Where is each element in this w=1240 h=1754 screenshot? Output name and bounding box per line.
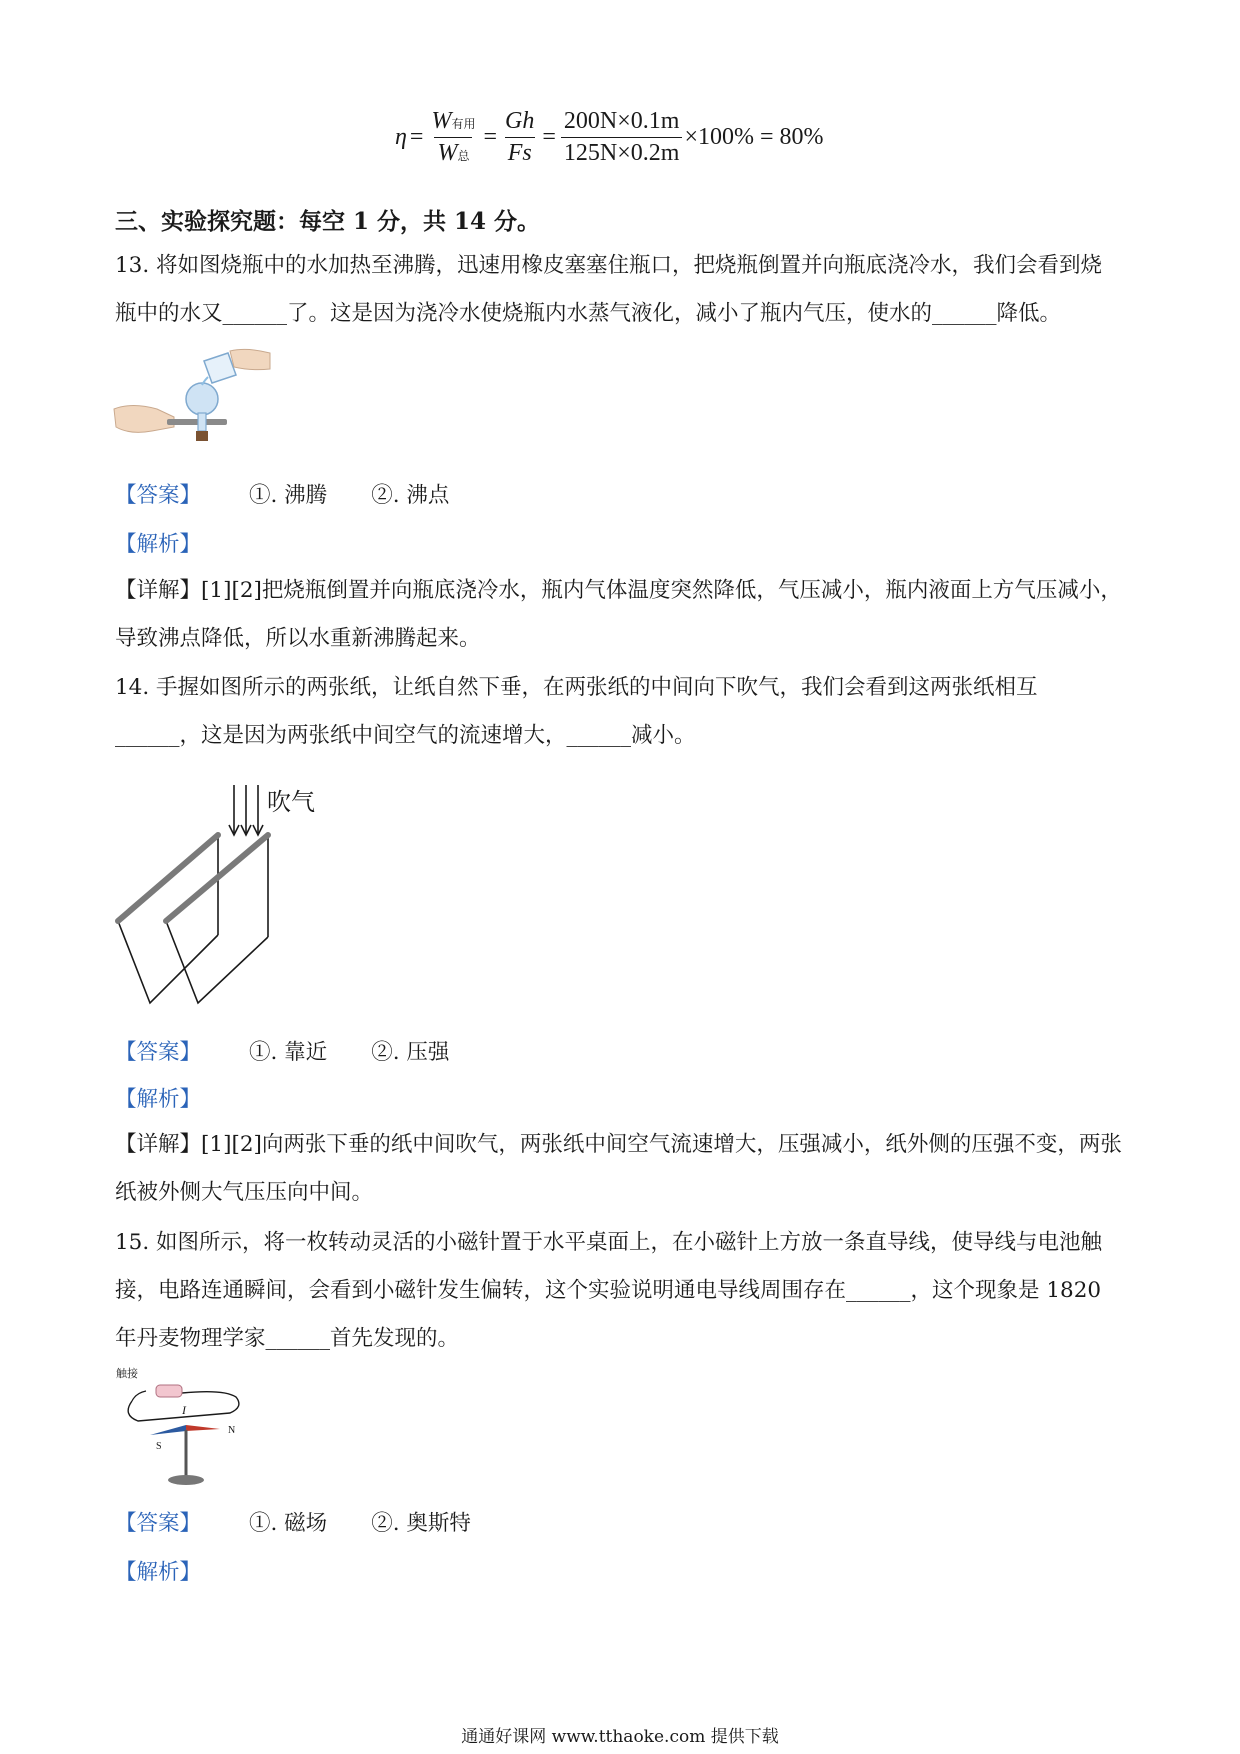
q15-line2: 接，电路连通瞬间，会看到小磁针发生偏转，这个实验说明通电导线周围存在______，这个现象是 1820 — [115, 1278, 1102, 1303]
formula-result: ×100% = 80% — [684, 124, 824, 150]
efficiency-formula — [395, 108, 824, 167]
q14-detail-line1: 【详解】[1][2]向两张下垂的纸中间吹气，两张纸中间空气流速增大，压强减小，纸外侧的压强不变，两张 — [115, 1132, 1122, 1157]
equals-sign-2: = — [483, 124, 498, 150]
hand-left — [114, 406, 174, 433]
q14-line2: ______，这是因为两张纸中间空气的流速增大，______减小。 — [115, 723, 696, 748]
q14-analysis-tag: 【解析】 — [115, 1087, 202, 1112]
q14-line1: 14. 手握如图所示的两张纸，让纸自然下垂，在两张纸的中间向下吹气，我们会看到这两张纸相互 — [115, 675, 1038, 700]
section-title: 三、实验探究题：每空 1 分，共 14 分。 — [115, 208, 541, 235]
w-useful-sub: 有用 — [451, 117, 476, 131]
q15-answer-2: ②. 奥斯特 — [371, 1511, 471, 1536]
compass-needle-north — [186, 1425, 220, 1431]
q13-answer-1: ①. 沸腾 — [249, 483, 328, 508]
q13-line1: 13. 将如图烧瓶中的水加热至沸腾，迅速用橡皮塞塞住瓶口，把烧瓶倒置并向瓶底浇冷水，我们会看到烧 — [115, 253, 1103, 278]
equals-sign-3: = — [542, 124, 556, 150]
work-fraction — [428, 108, 478, 167]
q14-answer — [115, 1035, 449, 1066]
w-total-sub: 总 — [457, 149, 470, 163]
clamp-rod — [167, 419, 227, 425]
right-rod — [166, 835, 268, 921]
q15-line1: 15. 如图所示，将一枚转动灵活的小磁针置于水平桌面上，在小磁针上方放一条直导线，使导线与电池触 — [115, 1230, 1103, 1255]
gh-fs-fraction — [502, 108, 537, 167]
q13-line2: 瓶中的水又______了。这是因为浇冷水使烧瓶内水蒸气液化，减小了瓶内气压，使水的______降低。 — [115, 301, 1062, 326]
q14-detail-line2: 纸被外侧大气压压向中间。 — [115, 1180, 374, 1205]
page-footer: 通通好课网 www.tthaoke.com 提供下载 — [461, 1727, 779, 1747]
answer-tag: 【答案】 — [115, 483, 202, 508]
stand-base — [168, 1475, 204, 1485]
current-label: I — [182, 1403, 186, 1417]
flask-bulb — [186, 383, 218, 415]
q13-flask-figure — [112, 347, 272, 452]
q15-answer — [115, 1506, 471, 1537]
answer-tag: 【答案】 — [115, 1040, 202, 1065]
fs: Fs — [505, 137, 535, 167]
n-label: N — [228, 1425, 236, 1436]
rubber-stopper — [196, 431, 208, 441]
answer-tag: 【答案】 — [115, 1511, 202, 1536]
q14-answer-2: ②. 压强 — [371, 1040, 450, 1065]
touch-label: 触接 — [116, 1367, 138, 1380]
calc-numerator: 200N×0.1m — [563, 108, 680, 134]
left-rod — [118, 835, 218, 921]
calc-denominator: 125N×0.2m — [561, 137, 683, 167]
w-useful: W — [431, 108, 452, 134]
q13-detail-line2: 导致沸点降低，所以水重新沸腾起来。 — [115, 626, 481, 651]
w-total: W — [437, 140, 458, 166]
q15-compass-figure — [112, 1363, 252, 1491]
blow-label: 吹气 — [267, 788, 315, 816]
q15-line3: 年丹麦物理学家______首先发现的。 — [115, 1326, 460, 1351]
gh: Gh — [505, 108, 535, 134]
s-label: S — [156, 1441, 162, 1452]
q13-answer-2: ②. 沸点 — [371, 483, 450, 508]
equals-sign: = — [409, 124, 424, 150]
q13-answer — [115, 478, 449, 509]
hand-right — [230, 349, 270, 369]
q14-answer-1: ①. 靠近 — [249, 1040, 328, 1065]
q15-answer-1: ①. 磁场 — [249, 1511, 328, 1536]
q13-detail-line1: 【详解】[1][2]把烧瓶倒置并向瓶底浇冷水，瓶内气体温度突然降低，气压减小，瓶内液面上方气压减小， — [115, 578, 1122, 603]
eta-symbol: η — [395, 124, 407, 150]
right-paper — [166, 835, 268, 1003]
q15-analysis-tag: 【解析】 — [115, 1560, 202, 1585]
compass-needle-south — [150, 1425, 186, 1435]
calc-fraction — [561, 108, 683, 167]
battery — [156, 1385, 182, 1397]
q13-analysis-tag: 【解析】 — [115, 532, 202, 557]
flask-neck — [198, 413, 206, 431]
